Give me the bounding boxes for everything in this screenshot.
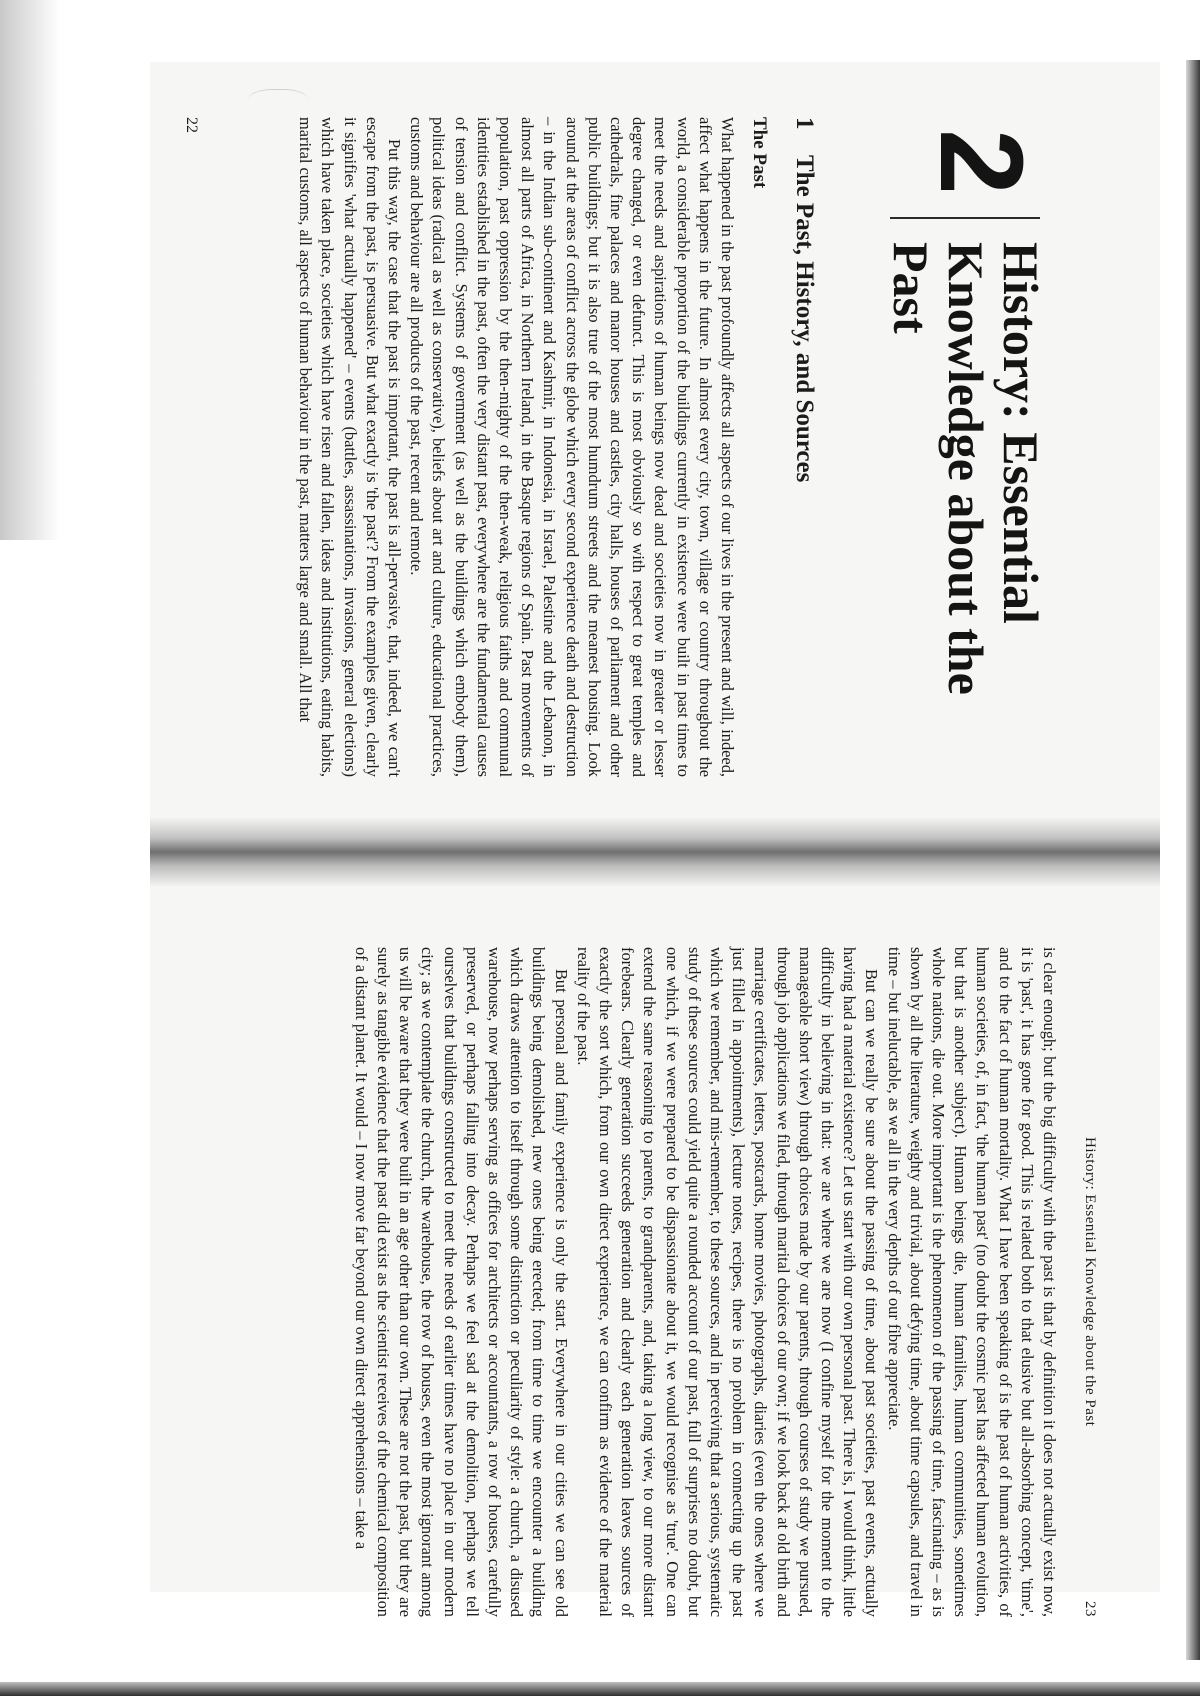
chapter-divider <box>890 217 1040 219</box>
chapter-heading <box>850 117 1049 777</box>
pencil-annotation-icon <box>248 89 308 116</box>
page-number: 22 <box>183 117 200 133</box>
section-heading <box>790 117 818 777</box>
paragraph: Put this way, the case that the past is important, the past is all-pervasive, that, indeed, we can't escape from the past, is persuasive. But what exactly is 'the past'? From the examples given, clearly it signifies 'what actually happened' – events (battles, assassinations, invasions, general elections) which have taken place, societies which have risen and fallen, ideas and institutions, eating habits, marital customs, all aspects of human behaviour in the past, matters large and small. All that <box>296 117 404 777</box>
scan-page-edge <box>1186 60 1200 1660</box>
right-page-body <box>350 947 1061 1617</box>
section-number: 1 <box>791 117 818 130</box>
running-head-title: History: Essential Knowledge about the Past <box>1082 1137 1098 1427</box>
right-page <box>150 892 1160 1632</box>
left-page <box>150 62 1160 802</box>
subsection-heading: The Past <box>749 117 770 189</box>
chapter-title: History: Essential Knowledge about the Past <box>883 242 1049 695</box>
book-spine <box>150 817 1160 887</box>
section-title: The Past, History, and Sources <box>791 155 818 483</box>
paragraph: What happened in the past profoundly affects all aspects of our lives in the present and will, indeed, affect what happens in the future. In almost every city, town, village or country throughout the world, a considerable proportion of the buildings currently in existence were built in past times to meet the needs and aspirations of human beings now dead and societies now in greater or lesser degree changed, or even defunct. This is most obviously so with respect to great temples and cathedrals, fine palaces and manor houses and castles, city halls, houses of parliament and other public buildings; but it is also true of the most humdrum streets and the meanest housing. Look around at the areas of conflict across the globe which every second experience death and destruction – in the Indian sub-continent and Kashmir, in Indonesia, in Israel, Palestine and the Lebanon, in almost all parts of Africa, in Northern Ireland, in the Basque regions of Spain. Past movements of population, past oppression by the then-mighty of the then-weak, religious faiths and communal identities established in the past, often the very distant past, everywhere are the fundamental causes of tension and conflict. Systems of government (as well as the buildings which embody them), political ideas (radical as well as conservative), beliefs about art and culture, educational practices, customs and behaviour are all products of the past, recent and remote. <box>407 117 737 777</box>
book-spread <box>150 62 1160 1617</box>
left-page-body <box>294 117 738 777</box>
paragraph: But personal and family experience is only the start. Everywhere in our cities we can see old buildings being demolished, new ones being erected; from time to time we encounter a building which draws attention to itself through some distinction or peculiarity of style: a church, a disused warehouse, now perhaps serving as offices for architects or accountants, a row of houses, carefully preserved, or perhaps falling into decay. Perhaps we feel sad at the demolition, perhaps we tell ourselves that buildings constructed to meet the needs of earlier times have no place in our modern city; as we contemplate the church, the warehouse, the row of houses, even the most ignorant among us will be aware that they were built in an age other than our own. These are not the past, but they are surely as tangible evidence that the past did exist as the scientist receives of the chemical composition of a distant planet. It would – I now move far beyond our own direct apprehensions – take a <box>351 947 571 1617</box>
paragraph: But can we really be sure about the passing of time, about past societies, past events, actually having had a material existence? Let us start with our own personal past. There is, I would think, little difficulty in believing in that: we are where we are now (I confine myself for the moment to the manageable short view) through choices made by our parents, through courses of study we pursued, through job applications we filed, through marital choices of our own; if we look back at old birth and marriage certificates, letters, postcards, home movies, photographs, diaries (even the ones where we just filled in appointments), lecture notes, recipes, there is no problem in connecting up the past which we remember, and mis-remember, to these sources, and in perceiving that a serious, systematic study of these sources could yield quite a rounded account of our past, full of surprises no doubt, but one which, if we were prepared to be dispassionate about it, we would recognise as 'true'. One can extend the same reasoning to parents, to grandparents, and, taking a long view, to our more distant forebears. Clearly generation succeeds generation and clearly each generation leaves sources of exactly the sort which, from our own direct experience, we can confirm as evidence of the material reality of the past. <box>573 947 882 1617</box>
scan-bottom-edge <box>0 1682 1200 1696</box>
paragraph: is clear enough; but the big difficulty with the past is that by definition it does not actually exist now, it is 'past', it has gone for good. This is related both to that elusive but all-absorbing concept, 'time', and to the fact of human mortality. What I have been speaking of is the past of human activities, of human societies, of, in fact, 'the human past' (no doubt the cosmic past has affected human evolution, but that is another subject). Human beings die, human families, human communities, sometimes whole nations, die out. More important is the phenomenon of the passing of time, fascinating – as is shown by all the literature, weighty and trivial, about defying time, about time capsules, and travel in time – but ineluctable, as we all in the very depths of our fibre appreciate. <box>884 947 1059 1617</box>
chapter-number: 2 <box>915 129 1047 195</box>
page-number: 23 <box>1082 1601 1098 1617</box>
scan-shadow <box>0 0 60 540</box>
